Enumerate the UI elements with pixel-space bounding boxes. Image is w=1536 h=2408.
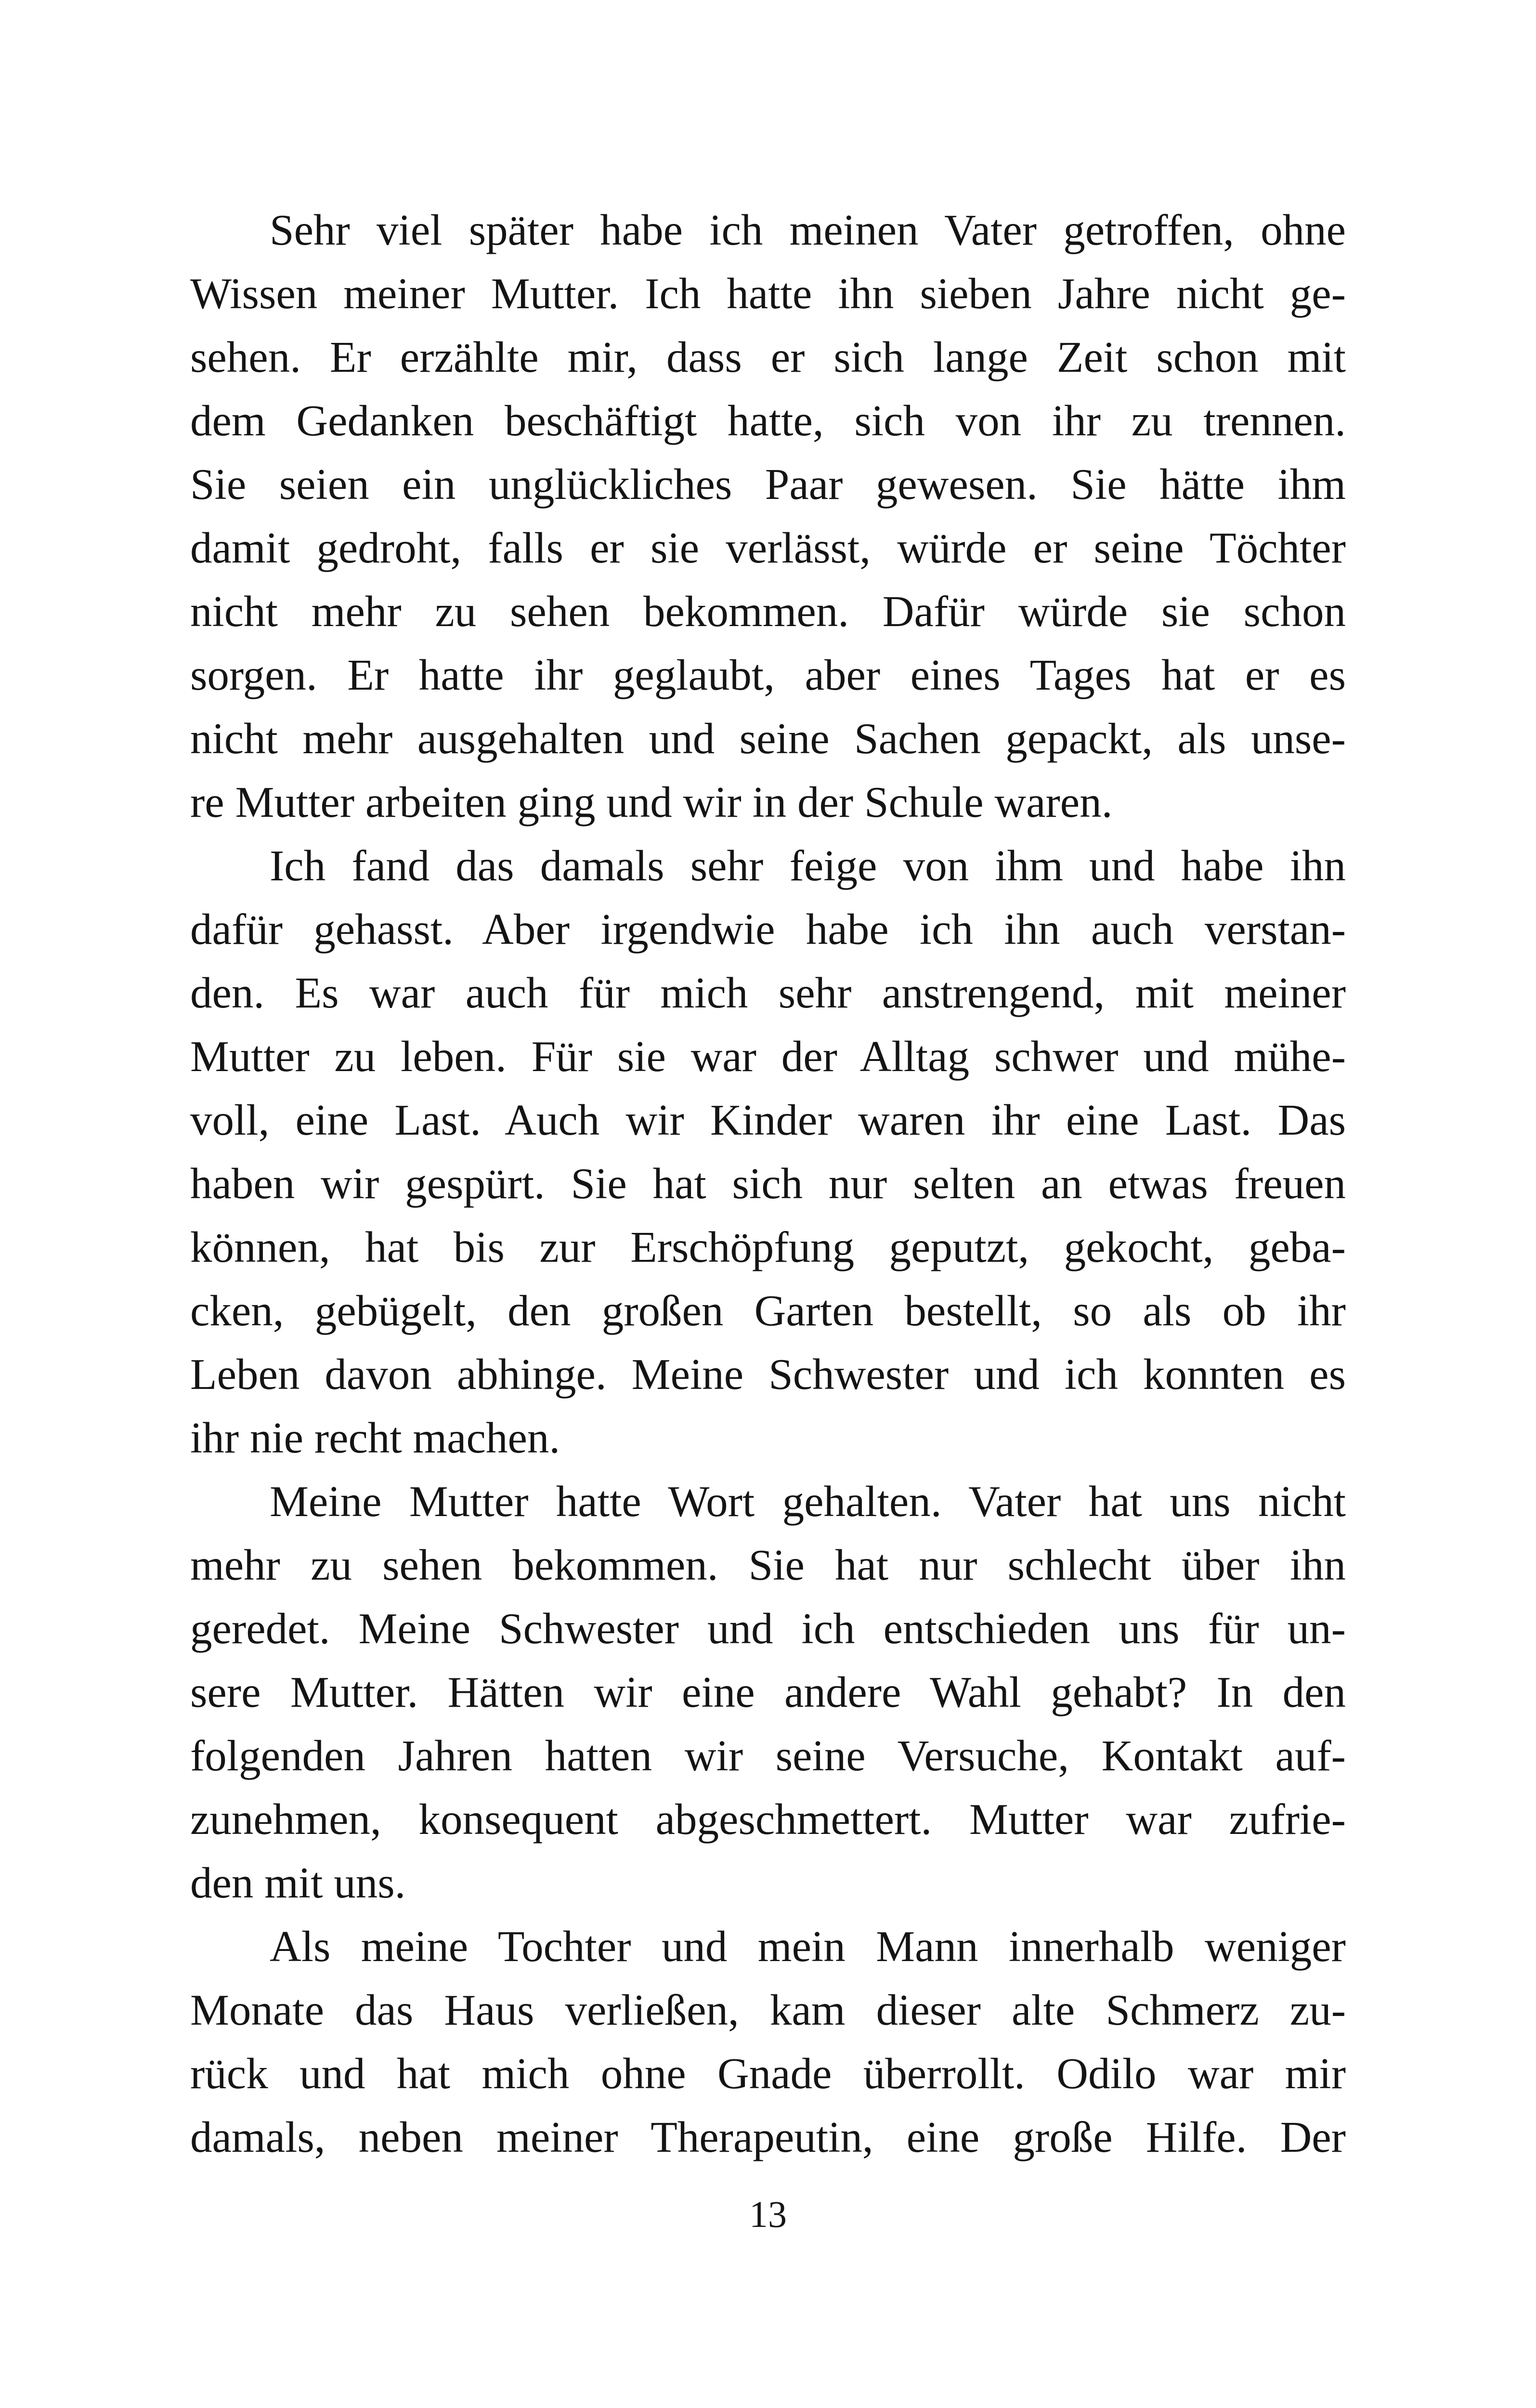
text-line: damit gedroht, falls er sie verlässt, würde er seine Töchter: [190, 523, 1346, 572]
text-line: dafür gehasst. Aber irgendwie habe ich ihn auch verstan-: [190, 905, 1346, 954]
text-line: Sie seien ein unglückliches Paar gewesen. Sie hätte ihm: [190, 460, 1346, 509]
text-line: nicht mehr zu sehen bekommen. Dafür würde sie schon: [190, 587, 1346, 636]
text-line: dem Gedanken beschäftigt hatte, sich von ihr zu trennen.: [190, 396, 1346, 445]
text-line: haben wir gespürt. Sie hat sich nur selten an etwas freuen: [190, 1159, 1346, 1208]
text-line: Wissen meiner Mutter. Ich hatte ihn sieben Jahre nicht ge-: [190, 269, 1346, 318]
text-line: den mit uns.: [190, 1858, 406, 1907]
text-line: folgenden Jahren hatten wir seine Versuche, Kontakt auf-: [190, 1731, 1346, 1780]
text-line: Leben davon abhinge. Meine Schwester und ich konnten es: [190, 1350, 1346, 1399]
text-line: damals, neben meiner Therapeutin, eine große Hilfe. Der: [190, 2113, 1346, 2161]
text-line: Meine Mutter hatte Wort gehalten. Vater hat uns nicht: [270, 1477, 1346, 1526]
text-line: Sehr viel später habe ich meinen Vater getroffen, ohne: [270, 206, 1346, 254]
text-line: sere Mutter. Hätten wir eine andere Wahl gehabt? In den: [190, 1668, 1346, 1716]
text-line: sorgen. Er hatte ihr geglaubt, aber eines Tages hat er es: [190, 651, 1346, 699]
text-line: Monate das Haus verließen, kam dieser alte Schmerz zu-: [190, 1986, 1346, 2034]
text-line: geredet. Meine Schwester und ich entschieden uns für un-: [190, 1604, 1346, 1653]
text-line: Als meine Tochter und mein Mann innerhalb weniger: [270, 1922, 1346, 1971]
text-line: mehr zu sehen bekommen. Sie hat nur schlecht über ihn: [190, 1541, 1346, 1589]
body-text: [190, 198, 1346, 2169]
text-line: den. Es war auch für mich sehr anstrengend, mit meiner: [190, 968, 1346, 1017]
text-line: ihr nie recht machen.: [190, 1413, 560, 1462]
text-line: Ich fand das damals sehr feige von ihm und habe ihn: [270, 841, 1346, 890]
text-line: cken, gebügelt, den großen Garten bestellt, so als ob ihr: [190, 1286, 1346, 1335]
text-line: zunehmen, konsequent abgeschmettert. Mutter war zufrie-: [190, 1795, 1346, 1844]
text-line: rück und hat mich ohne Gnade überrollt. Odilo war mir: [190, 2049, 1346, 2098]
text-line: sehen. Er erzählte mir, dass er sich lange Zeit schon mit: [190, 333, 1346, 381]
text-line: können, hat bis zur Erschöpfung geputzt, gekocht, geba-: [190, 1223, 1346, 1271]
text-line: re Mutter arbeiten ging und wir in der Schule waren.: [190, 778, 1113, 826]
text-line: voll, eine Last. Auch wir Kinder waren ihr eine Last. Das: [190, 1096, 1346, 1144]
page-number: 13: [749, 2193, 787, 2235]
text-line: Mutter zu leben. Für sie war der Alltag schwer und mühe-: [190, 1032, 1346, 1081]
text-line: nicht mehr ausgehalten und seine Sachen gepackt, als unse-: [190, 714, 1346, 763]
